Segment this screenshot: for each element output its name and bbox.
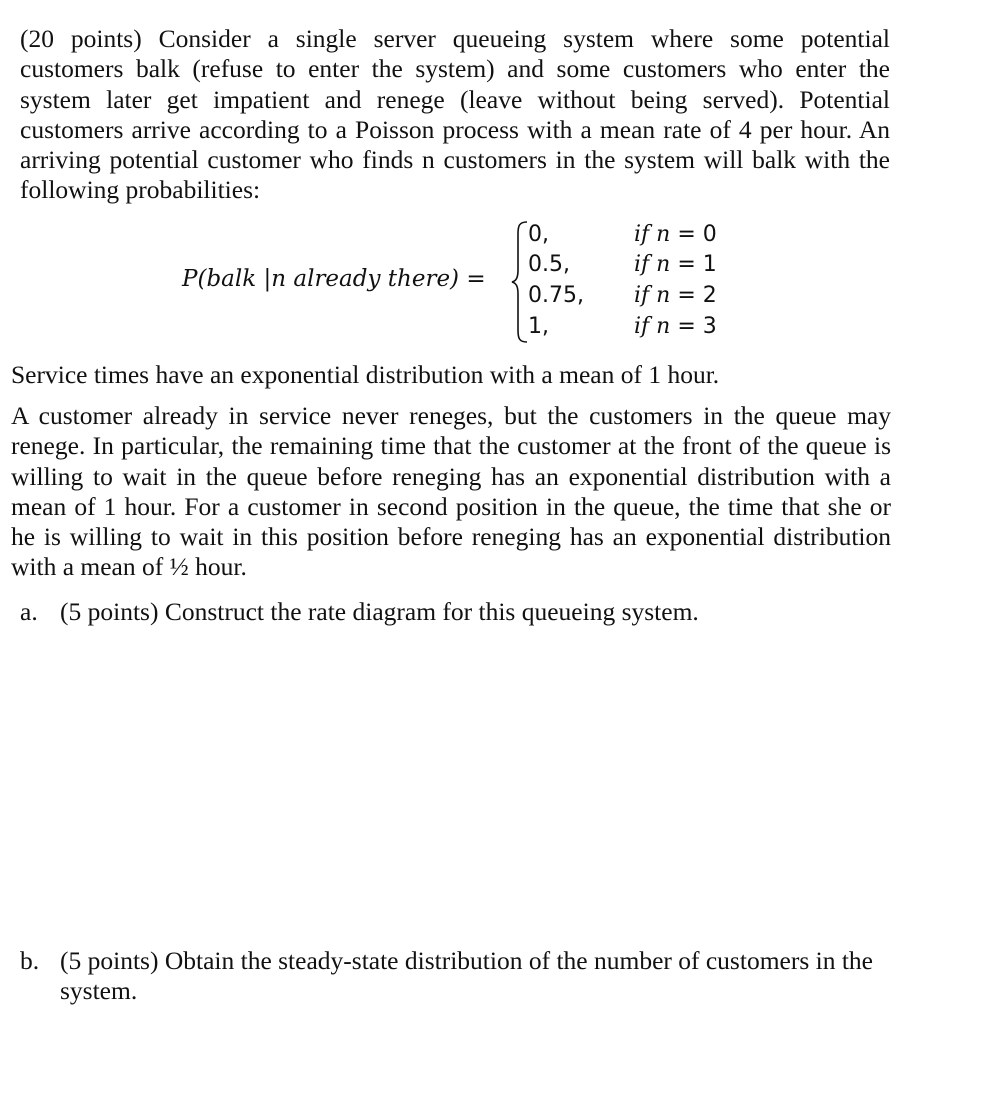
case-condition-rel: = 0: [670, 222, 717, 247]
case-condition-rel: = 1: [670, 252, 717, 277]
case-condition-0: [634, 222, 717, 248]
case-condition-2: [634, 283, 717, 309]
part-a-text: (5 points) Construct the rate diagram for this queueing system.: [60, 597, 699, 626]
part-b: [20, 946, 900, 1010]
balk-probability-formula: [0, 216, 996, 346]
case-value-0: 0,: [528, 222, 549, 247]
case-condition-if: if n: [634, 283, 671, 308]
part-a: [20, 597, 900, 629]
formula-lhs-prefix: P: [182, 266, 198, 292]
part-b-text: (5 points) Obtain the steady-state distribution of the number of customers in the system.: [60, 946, 873, 1006]
case-condition-rel: = 3: [670, 314, 717, 339]
part-a-letter: a.: [20, 597, 38, 626]
case-condition-if: if n: [634, 314, 671, 339]
formula-lhs-inner: (balk |n already there): [197, 266, 460, 292]
case-condition-if: if n: [634, 252, 671, 277]
case-value-2: 0.75,: [528, 283, 584, 308]
case-value-3: 1,: [528, 314, 549, 339]
case-condition-3: [634, 314, 717, 340]
service-time-text: Service times have an exponential distribution with a mean of 1 hour.: [11, 360, 720, 389]
formula-equals: =: [466, 266, 486, 292]
problem-intro: (20 points) Consider a single server queueing system where some potential customers balk (refuse to enter the system) and some customers who enter the system later get impatient and renege (leave without being served). Potential customers arrive according to a Poisson process with a mean rate of 4 per hour. An arriving potential customer who finds n customers in the system will balk with the following probabilities:: [20, 24, 890, 205]
case-condition-if: if n: [634, 222, 671, 247]
left-brace-icon: [510, 220, 530, 344]
formula-lhs: [182, 264, 486, 294]
case-condition-1: [634, 252, 717, 278]
part-b-letter: b.: [20, 946, 40, 975]
renege-text: A customer already in service never reneges, but the customers in the queue may renege. In particular, the remaining time that the customer at the front of the queue is willing to wait in the queue before reneging has an exponential distribution with a mean of 1 hour. For a customer in second position in the queue, the time that she or he is willing to wait in this position before reneging has an exponential distribution with a mean of ½ hour.: [11, 401, 891, 582]
case-value-1: 0.5,: [528, 252, 570, 277]
case-condition-rel: = 2: [670, 283, 717, 308]
